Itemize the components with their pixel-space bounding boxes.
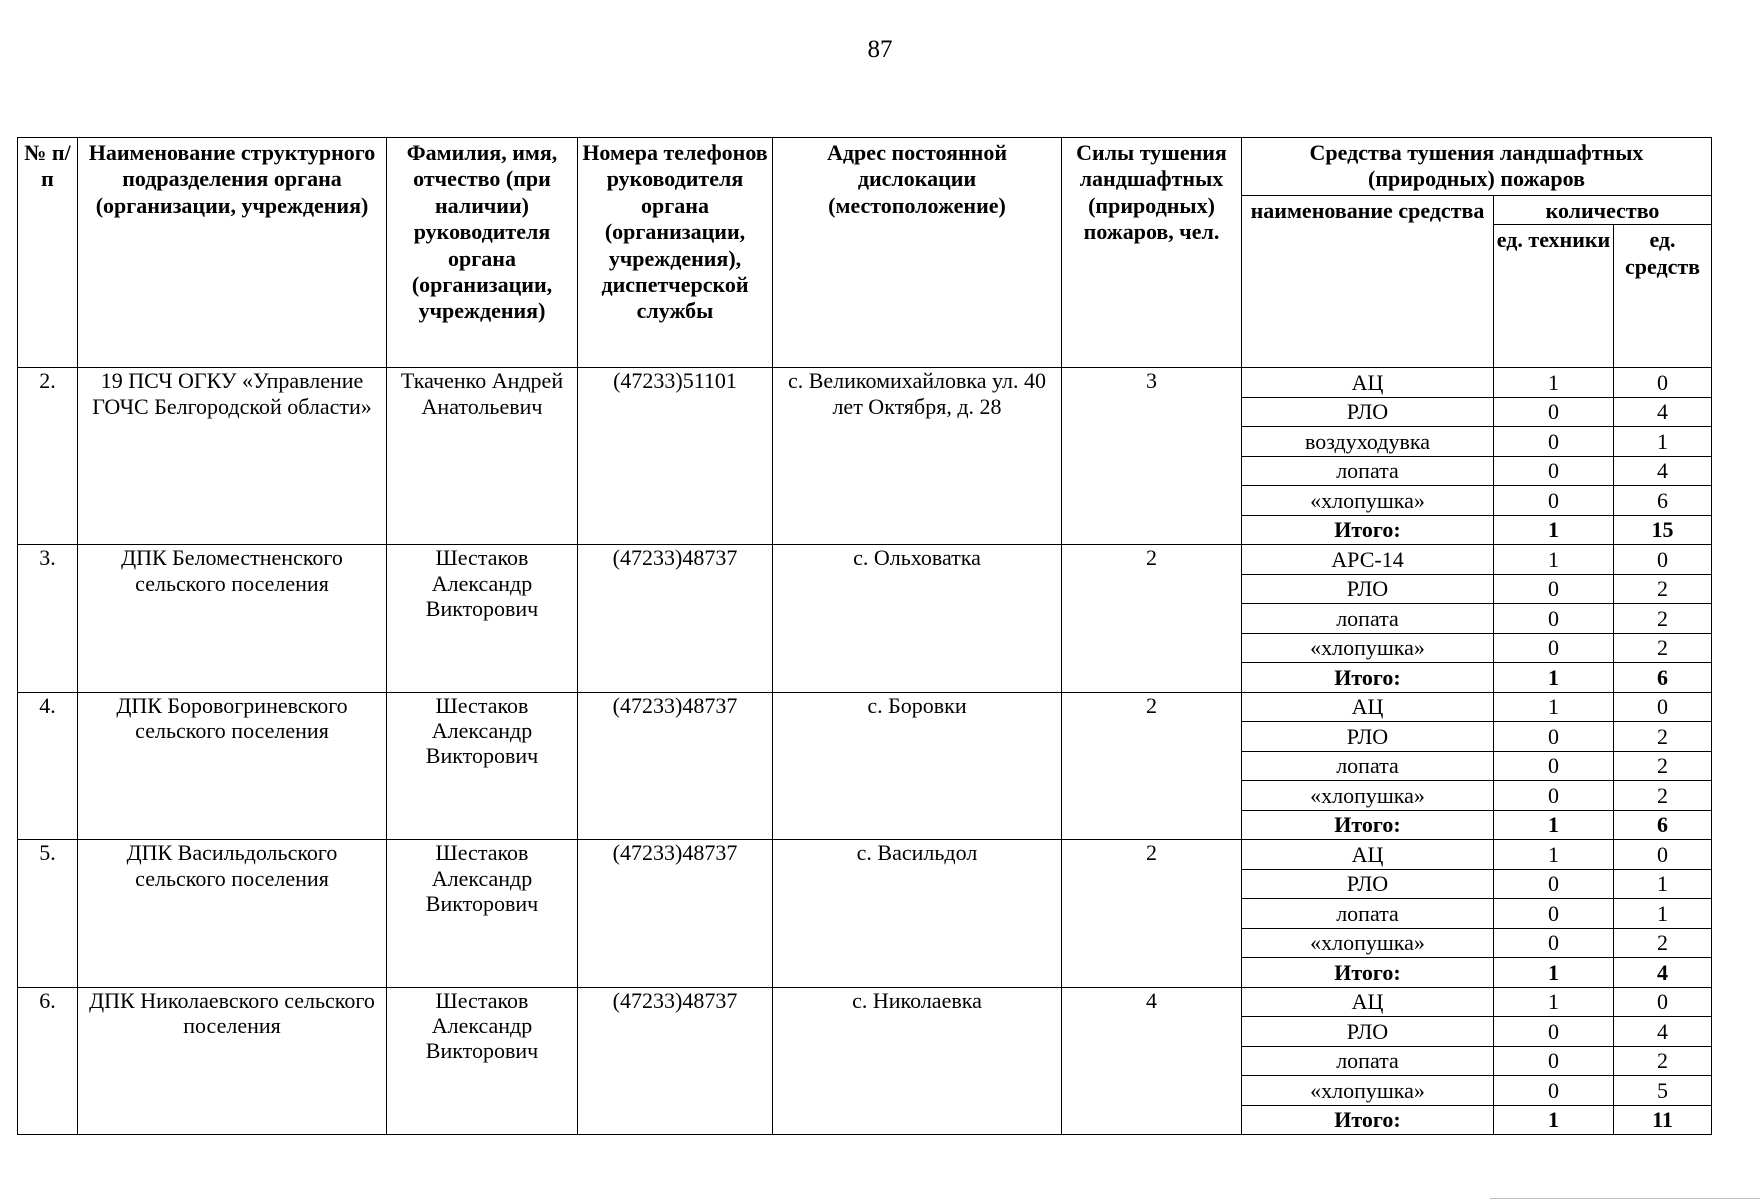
- table-row: [18, 545, 1712, 575]
- qty-means: 2: [1614, 574, 1712, 604]
- qty-tech: 1: [1494, 545, 1614, 575]
- forces-count: 2: [1062, 840, 1242, 988]
- qty-tech: 0: [1494, 486, 1614, 516]
- qty-tech: 0: [1494, 899, 1614, 929]
- qty-means: 0: [1614, 692, 1712, 722]
- means-name: РЛО: [1242, 1017, 1494, 1047]
- qty-tech: 0: [1494, 1076, 1614, 1106]
- means-name: лопата: [1242, 1046, 1494, 1076]
- means-name: «хлопушка»: [1242, 781, 1494, 811]
- table-body: [18, 368, 1712, 1135]
- table-row: [18, 692, 1712, 722]
- qty-means: 15: [1614, 515, 1712, 545]
- forces-count: 2: [1062, 692, 1242, 840]
- qty-tech: 1: [1494, 515, 1614, 545]
- qty-means: 2: [1614, 781, 1712, 811]
- qty-tech: 0: [1494, 928, 1614, 958]
- head-name: Шестаков Александр Викторович: [387, 545, 578, 693]
- head-name: Ткаченко Андрей Анатольевич: [387, 368, 578, 545]
- means-name: Итого:: [1242, 1105, 1494, 1135]
- header-address: Адрес постоянной дислокации (местоположение): [773, 138, 1062, 368]
- qty-tech: 0: [1494, 1017, 1614, 1047]
- address: с. Ольховатка: [773, 545, 1062, 693]
- phone-number: (47233)48737: [578, 987, 773, 1135]
- table-row: [18, 840, 1712, 870]
- qty-means: 2: [1614, 633, 1712, 663]
- means-name: «хлопушка»: [1242, 633, 1494, 663]
- head-name: Шестаков Александр Викторович: [387, 987, 578, 1135]
- means-name: РЛО: [1242, 869, 1494, 899]
- means-name: «хлопушка»: [1242, 1076, 1494, 1106]
- header-head: Фамилия, имя, отчество (при наличии) руководителя органа (организации, учреждения): [387, 138, 578, 368]
- phone-number: (47233)48737: [578, 692, 773, 840]
- qty-tech: 1: [1494, 987, 1614, 1017]
- page-number: 87: [867, 36, 893, 63]
- means-name: АЦ: [1242, 987, 1494, 1017]
- header-qty-means: ед. средств: [1614, 225, 1712, 368]
- header-num: № п/п: [18, 138, 78, 368]
- means-name: «хлопушка»: [1242, 486, 1494, 516]
- qty-tech: 0: [1494, 427, 1614, 457]
- qty-means: 2: [1614, 928, 1712, 958]
- means-name: АЦ: [1242, 840, 1494, 870]
- qty-means: 2: [1614, 1046, 1712, 1076]
- qty-tech: 1: [1494, 663, 1614, 693]
- qty-tech: 0: [1494, 1046, 1614, 1076]
- qty-means: 2: [1614, 722, 1712, 752]
- qty-means: 5: [1614, 1076, 1712, 1106]
- row-num: 6.: [18, 987, 78, 1135]
- forces-count: 3: [1062, 368, 1242, 545]
- qty-tech: 1: [1494, 958, 1614, 988]
- means-name: РЛО: [1242, 397, 1494, 427]
- phone-number: (47233)48737: [578, 545, 773, 693]
- qty-means: 4: [1614, 456, 1712, 486]
- unit-name: ДПК Беломестненского сельского поселения: [78, 545, 387, 693]
- qty-tech: 0: [1494, 397, 1614, 427]
- qty-means: 2: [1614, 751, 1712, 781]
- header-forces: Силы тушения ландшафтных (природных) пожаров, чел.: [1062, 138, 1242, 368]
- qty-tech: 1: [1494, 692, 1614, 722]
- row-num: 2.: [18, 368, 78, 545]
- fire-forces-table: [17, 137, 1712, 1135]
- qty-tech: 1: [1494, 368, 1614, 398]
- qty-means: 4: [1614, 958, 1712, 988]
- address: с. Великомихайловка ул. 40 лет Октября, д. 28: [773, 368, 1062, 545]
- scan-edge-line: [1490, 1198, 1760, 1199]
- qty-tech: 0: [1494, 751, 1614, 781]
- qty-means: 11: [1614, 1105, 1712, 1135]
- qty-tech: 1: [1494, 1105, 1614, 1135]
- qty-tech: 1: [1494, 840, 1614, 870]
- unit-name: ДПК Николаевского сельского поселения: [78, 987, 387, 1135]
- unit-name: ДПК Боровогриневского сельского поселения: [78, 692, 387, 840]
- means-name: «хлопушка»: [1242, 928, 1494, 958]
- header-qty-tech: ед. техники: [1494, 225, 1614, 368]
- means-name: лопата: [1242, 456, 1494, 486]
- qty-tech: 0: [1494, 574, 1614, 604]
- table-row: [18, 987, 1712, 1017]
- means-name: АРС-14: [1242, 545, 1494, 575]
- means-name: АЦ: [1242, 692, 1494, 722]
- qty-means: 0: [1614, 840, 1712, 870]
- means-name: воздуходувка: [1242, 427, 1494, 457]
- qty-means: 0: [1614, 987, 1712, 1017]
- qty-tech: 0: [1494, 722, 1614, 752]
- row-num: 4.: [18, 692, 78, 840]
- means-name: лопата: [1242, 604, 1494, 634]
- head-name: Шестаков Александр Викторович: [387, 692, 578, 840]
- qty-means: 4: [1614, 1017, 1712, 1047]
- means-name: Итого:: [1242, 663, 1494, 693]
- qty-means: 6: [1614, 810, 1712, 840]
- header-phones: Номера телефонов руководителя органа (организации, учреждения), диспетчерской службы: [578, 138, 773, 368]
- qty-tech: 0: [1494, 604, 1614, 634]
- qty-means: 1: [1614, 427, 1712, 457]
- header-means-name: наименование средства: [1242, 196, 1494, 368]
- row-num: 3.: [18, 545, 78, 693]
- qty-means: 1: [1614, 869, 1712, 899]
- qty-means: 4: [1614, 397, 1712, 427]
- unit-name: 19 ПСЧ ОГКУ «Управление ГОЧС Белгородской области»: [78, 368, 387, 545]
- qty-means: 6: [1614, 663, 1712, 693]
- header-quantity: количество: [1494, 196, 1712, 225]
- forces-count: 2: [1062, 545, 1242, 693]
- means-name: РЛО: [1242, 574, 1494, 604]
- row-num: 5.: [18, 840, 78, 988]
- table-row: [18, 368, 1712, 398]
- qty-means: 0: [1614, 545, 1712, 575]
- address: с. Боровки: [773, 692, 1062, 840]
- qty-tech: 0: [1494, 456, 1614, 486]
- phone-number: (47233)48737: [578, 840, 773, 988]
- means-name: Итого:: [1242, 810, 1494, 840]
- unit-name: ДПК Васильдольского сельского поселения: [78, 840, 387, 988]
- qty-means: 1: [1614, 899, 1712, 929]
- means-name: Итого:: [1242, 958, 1494, 988]
- qty-means: 2: [1614, 604, 1712, 634]
- qty-means: 6: [1614, 486, 1712, 516]
- header-unit: Наименование структурного подразделения органа (организации, учреждения): [78, 138, 387, 368]
- address: с. Николаевка: [773, 987, 1062, 1135]
- qty-tech: 0: [1494, 869, 1614, 899]
- means-name: лопата: [1242, 899, 1494, 929]
- head-name: Шестаков Александр Викторович: [387, 840, 578, 988]
- means-name: РЛО: [1242, 722, 1494, 752]
- means-name: лопата: [1242, 751, 1494, 781]
- means-name: АЦ: [1242, 368, 1494, 398]
- qty-means: 0: [1614, 368, 1712, 398]
- header-means: Средства тушения ландшафтных (природных) пожаров: [1242, 138, 1712, 196]
- means-name: Итого:: [1242, 515, 1494, 545]
- forces-count: 4: [1062, 987, 1242, 1135]
- qty-tech: 0: [1494, 633, 1614, 663]
- address: с. Васильдол: [773, 840, 1062, 988]
- qty-tech: 1: [1494, 810, 1614, 840]
- phone-number: (47233)51101: [578, 368, 773, 545]
- qty-tech: 0: [1494, 781, 1614, 811]
